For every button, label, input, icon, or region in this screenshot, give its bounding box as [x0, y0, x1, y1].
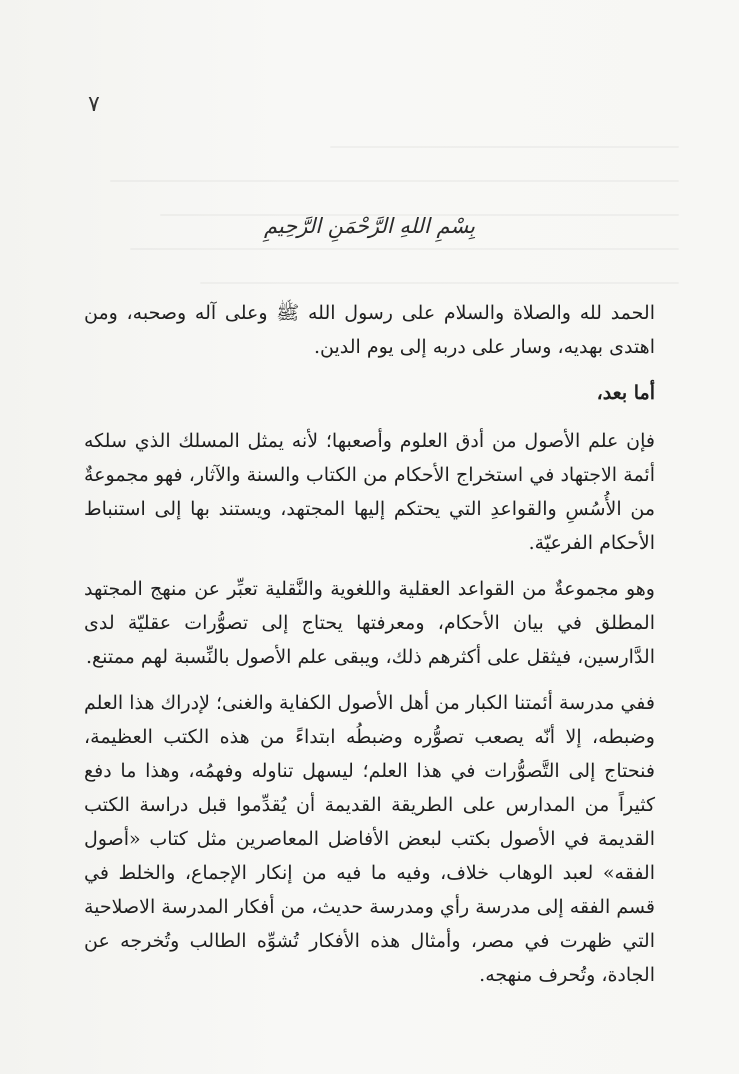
opening-paragraph: الحمد لله والصلاة والسلام على رسول الله ﷺ وعلى آله وصحبه، ومن اهتدى بهديه، وسار على دربه إلى يوم الدين. [84, 302, 655, 358]
paragraph: وهو مجموعةٌ من القواعد العقلية واللغوية والنَّقلية تعبِّر عن منهج المجتهد المطلق في بيان الأحكام، ومعرفتها يحتاج إلى تصوُّرات عقليّة لدى الدَّارسين، فيثقل على أكثرهم ذلك، ويبقى علم الأصول بالنِّسبة لهم ممتنع. [84, 578, 655, 668]
page-number: ٧ [88, 92, 100, 117]
section-heading: أما بعد، [596, 382, 655, 404]
show-through-line [200, 282, 679, 284]
show-through-line [130, 248, 679, 250]
basmala-calligraphy: بِسْمِ اللهِ الرَّحْمَنِ الرَّحِيمِ [263, 214, 476, 238]
paragraph: ففي مدرسة أئمتنا الكبار من أهل الأصول الكفاية والغنى؛ لإدراك هذا العلم وضبطه، إلا أنّه يصعب تصوُّره وضبطُه ابتداءً من هذه الكتب العظيمة، فنحتاج إلى التَّصوُّرات في هذا العلم؛ ليسهل تناوله وفهمُه، وهذا ما دفع كثيراً من المدارس على الطريقة القديمة أن يُقدِّموا قبل دراسة الكتب القديمة في الأصول بكتب لبعض الأفاضل المعاصرين مثل كتاب «أصول الفقه» لعبد الوهاب خلاف، وفيه ما فيه من إنكار الإجماع، والخلط في قسم الفقه إلى مدرسة رأي ومدرسة حديث، من أفكار المدرسة الاصلاحية التي ظهرت في مصر، وأمثال هذه الأفكار تُشوِّه الطالب وتُخرجه عن الجادة، وتُحرف منهجه. [84, 692, 655, 986]
paragraph: فإن علم الأصول من أدق العلوم وأصعبها؛ لأنه يمثل المسلك الذي سلكه أئمة الاجتهاد في استخراج الأحكام من الكتاب والسنة والآثار، فهو مجموعةٌ من الأُسُسِ والقواعدِ التي يحتكم إليها المجتهد، ويستند بها إلى استنباط الأحكام الفرعيّة. [84, 430, 655, 554]
body-text [84, 296, 655, 1004]
show-through-line [330, 146, 679, 148]
show-through-line [110, 180, 679, 182]
